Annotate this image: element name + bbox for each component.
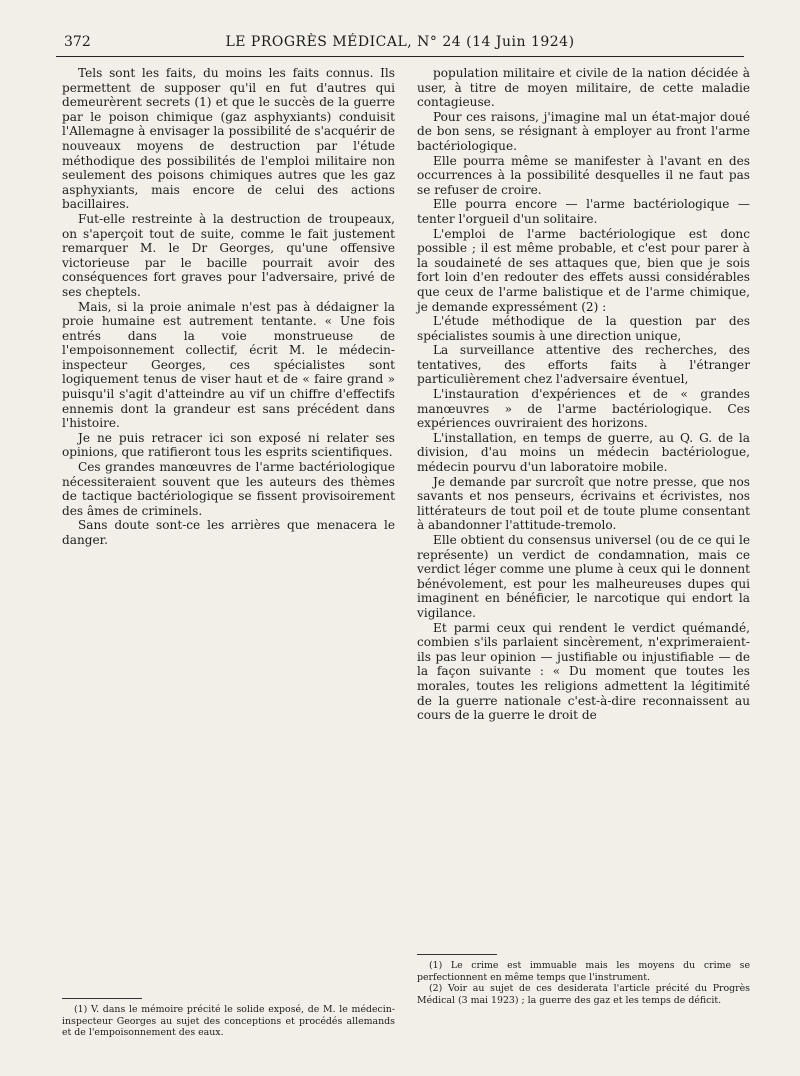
paragraph: Fut-elle restreinte à la destruction de troupeaux, on s'aperçoit tout de suite, comme le fait justement remarquer M. le Dr Georges, qu'une offensive victorieuse par le bacille pourrait avoir des conséquences fort graves pour l'adversaire, privé de ses cheptels.: [62, 211, 395, 299]
paragraph: Elle pourra encore — l'arme bactériologique — tenter l'orgueil d'un solitaire.: [417, 197, 750, 226]
paragraph: L'instauration d'expériences et de « grandes manœuvres » de l'arme bactériologique. Ces expériences ouvriraient des horizons.: [417, 387, 750, 431]
footnote: (1) V. dans le mémoire précité le solide exposé, de M. le médecin-inspecteur Georges au sujet des conceptions et procédés allemands et de l'empoisonnement des eaux.: [62, 1004, 395, 1038]
running-title: LE PROGRÈS MÉDICAL, N° 24 (14 Juin 1924): [225, 34, 575, 50]
paragraph: Tels sont les faits, du moins les faits connus. Ils permettent de supposer qu'il en fut d'autres qui demeurèrent secrets (1) et que le succès de la guerre par le poison chimique (gaz asphyxiants) conduisit l'Allemagne à envisager la possibilité de s'acquérir de nouveaux moyens de destruction par l'étude méthodique des possibilités de l'emploi militaire non seulement des poisons chimiques autres que les gaz asphyxiants, mais encore de celui des actions bacillaires.: [62, 66, 395, 212]
paragraph: L'emploi de l'arme bactériologique est donc possible ; il est même probable, et c'est pour parer à la soudaineté de ses attaques que, bien que je sois fort loin d'en redouter des effets aussi considérables que ceux de l'arme balistique et de l'arme chimique, je demande expressément (2) :: [417, 226, 750, 314]
footnote-rule-left: [62, 998, 142, 999]
paragraph: population militaire et civile de la nation décidée à user, à titre de moyen militaire, de cette maladie contagieuse.: [417, 66, 750, 110]
footnotes-left: [62, 1004, 395, 1039]
footnote: (1) Le crime est immuable mais les moyens du crime se perfectionnent en même temps que l'instrument.: [417, 960, 750, 983]
footnotes-right: [417, 960, 750, 1006]
paragraph: La surveillance attentive des recherches, des tentatives, des efforts faits à l'étranger particulièrement chez l'adversaire éventuel,: [417, 343, 750, 387]
right-column: [417, 66, 750, 723]
paragraph: Je demande par surcroît que notre presse, que nos savants et nos penseurs, écrivains et écrivistes, nos littérateurs de tout poil et de toute plume consentant à abandonner l'attitude-tremolo.: [417, 474, 750, 533]
page-header: [56, 34, 744, 54]
footnote-rule-right: [417, 954, 497, 955]
paragraph: Sans doute sont-ce les arrières que menacera le danger.: [62, 518, 395, 547]
paragraph: Elle pourra même se manifester à l'avant en des occurrences à la possibilité desquelles il ne faut pas se refuser de croire.: [417, 153, 750, 197]
page-number: 372: [64, 34, 91, 50]
paragraph: Je ne puis retracer ici son exposé ni relater ses opinions, que ratifieront tous les esprits scientifiques.: [62, 430, 395, 460]
header-rule: [56, 56, 744, 57]
paragraph: Elle obtient du consensus universel (ou de ce qui le représente) un verdict de condamnation, mais ce verdict léger comme une plume à ceux qui le donnent bénévolement, est pour les malheureuses dupes qui imaginent en bénéficier, le narcotique qui endort la vigilance.: [417, 533, 750, 620]
paragraph: Ces grandes manœuvres de l'arme bactériologique nécessiteraient souvent que les auteurs des thèmes de tactique bactériologique se fissent provisoirement des âmes de criminels.: [62, 460, 395, 518]
footnote: (2) Voir au sujet de ces desiderata l'article précité du Progrès Médical (3 mai 1923) ; la guerre des gaz et les temps de déficit.: [417, 983, 750, 1006]
paragraph: L'installation, en temps de guerre, au Q. G. de la division, d'au moins un médecin bactériologue, médecin pourvu d'un laboratoire mobile.: [417, 430, 750, 475]
paragraph: Mais, si la proie animale n'est pas à dédaigner la proie humaine est autrement tentante. « Une fois entrés dans la voie monstrueuse de l'empoisonnement collectif, écrit M. le médecin-inspecteur Georges, ces spécialistes sont logiquement tenus de viser haut et de « faire grand » puisqu'il s'agit d'atteindre au vif un chiffre d'effectifs ennemis dont la grandeur est sans précédent dans l'histoire.: [62, 299, 395, 431]
left-column: [62, 66, 395, 548]
paragraph: Pour ces raisons, j'imagine mal un état-major doué de bon sens, se résignant à employer au front l'arme bactériologique.: [417, 109, 750, 153]
paragraph: Et parmi ceux qui rendent le verdict quémandé, combien s'ils parlaient sincèrement, n'exprimeraient-ils pas leur opinion — justifiable ou injustifiable — de la façon suivante : « Du moment que toutes les morales, toutes les religions admettent la légitimité de la guerre nationale c'est-à-dire reconnaissent au cours de la guerre le droit de: [417, 620, 750, 723]
paragraph: L'étude méthodique de la question par des spécialistes soumis à une direction unique,: [417, 314, 750, 343]
